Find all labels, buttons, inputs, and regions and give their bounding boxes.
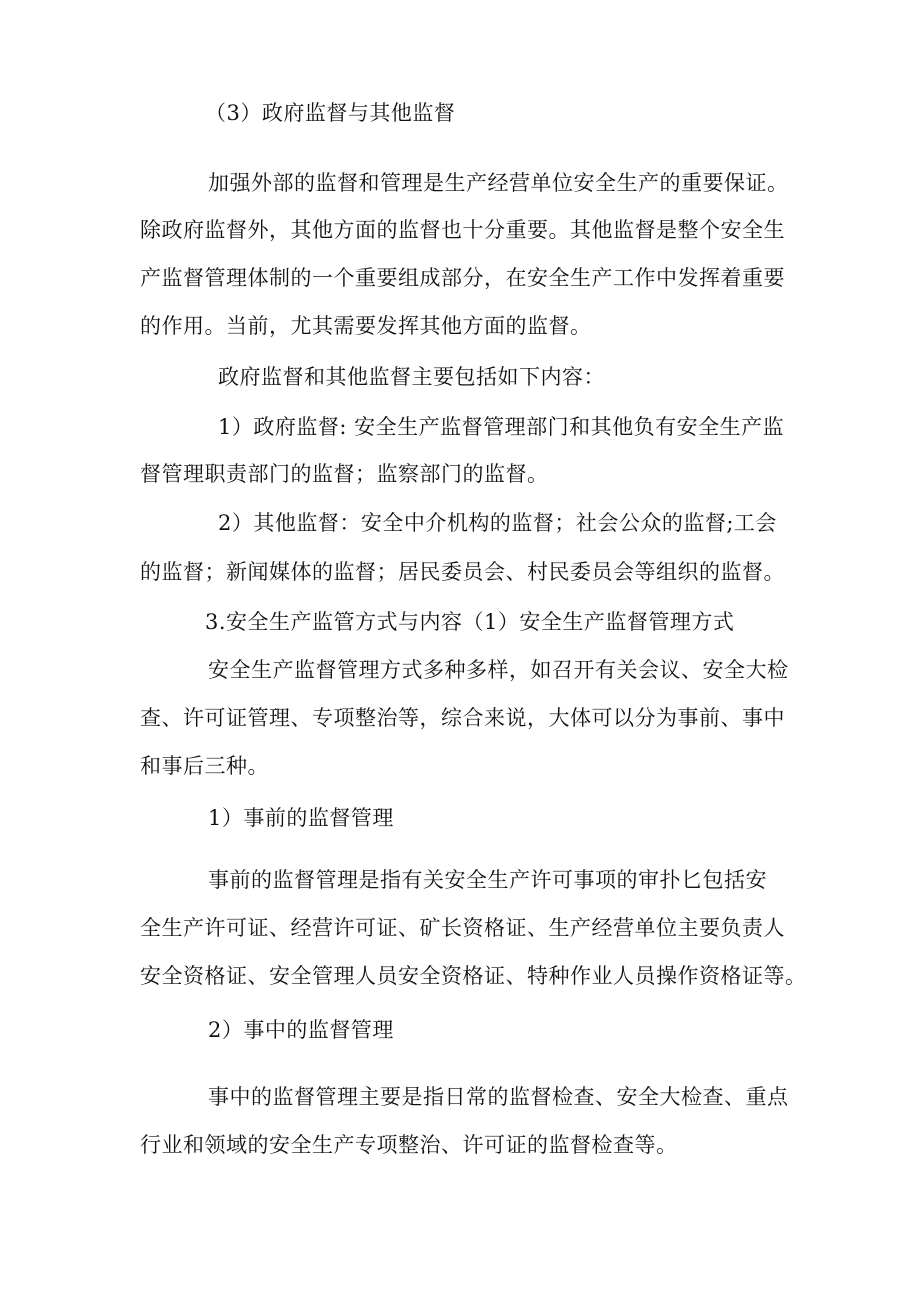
paragraph-line: 产监督管理体制的一个重要组成部分，在安全生产工作中发挥着重要 (140, 266, 785, 290)
list-item-line: 2）其他监督：安全中介机构的监督；社会公众的监督;工会 (218, 511, 777, 535)
paragraph-line: 安全资格证、安全管理人员安全资格证、特种作业人员操作资格证等。 (140, 964, 807, 988)
list-item-line: 的监督；新闻媒体的监督；居民委员会、村民委员会等组织的监督。 (140, 560, 785, 584)
heading-text: 3.安全生产监管方式与内容（1）安全生产监督管理方式 (205, 610, 735, 634)
list-item-line: 1）政府监督: 安全生产监督管理部门和其他负有安全生产监 (218, 415, 785, 439)
heading-text: （3）政府监督与其他监督 (205, 101, 456, 125)
paragraph-line: 的作用。当前，尤其需要发挥其他方面的监督。 (140, 314, 592, 338)
subheading-text: 2）事中的监督管理 (208, 1018, 394, 1042)
paragraph-line: 政府监督和其他监督主要包括如下内容： (218, 365, 605, 389)
paragraph-line: 除政府监督外，其他方面的监督也十分重要。其他监督是整个安全生 (140, 218, 785, 242)
subheading-text: 1）事前的监督管理 (208, 806, 394, 830)
paragraph-line: 加强外部的监督和管理是生产经营单位安全生产的重要保证。 (208, 171, 789, 195)
paragraph-line: 事中的监督管理主要是指日常的监督检查、安全大检查、重点 (208, 1085, 789, 1109)
paragraph-line: 安全生产监督管理方式多种多样，如召开有关会议、安全大检 (208, 658, 789, 682)
paragraph-line: 和事后三种。 (140, 754, 269, 778)
paragraph-line: 全生产许可证、经营许可证、矿长资格证、生产经营单位主要负责人 (140, 916, 785, 940)
paragraph-line: 查、许可证管理、专项整治等，综合来说，大体可以分为事前、事中 (140, 706, 785, 730)
paragraph-line: 事前的监督管理是指有关安全生产许可事项的审扑匕包括安 (208, 868, 767, 892)
paragraph-line: 行业和领域的安全生产专项整治、许可证的监督检查等。 (140, 1133, 678, 1157)
list-item-line: 督管理职责部门的监督；监察部门的监督。 (140, 462, 549, 486)
